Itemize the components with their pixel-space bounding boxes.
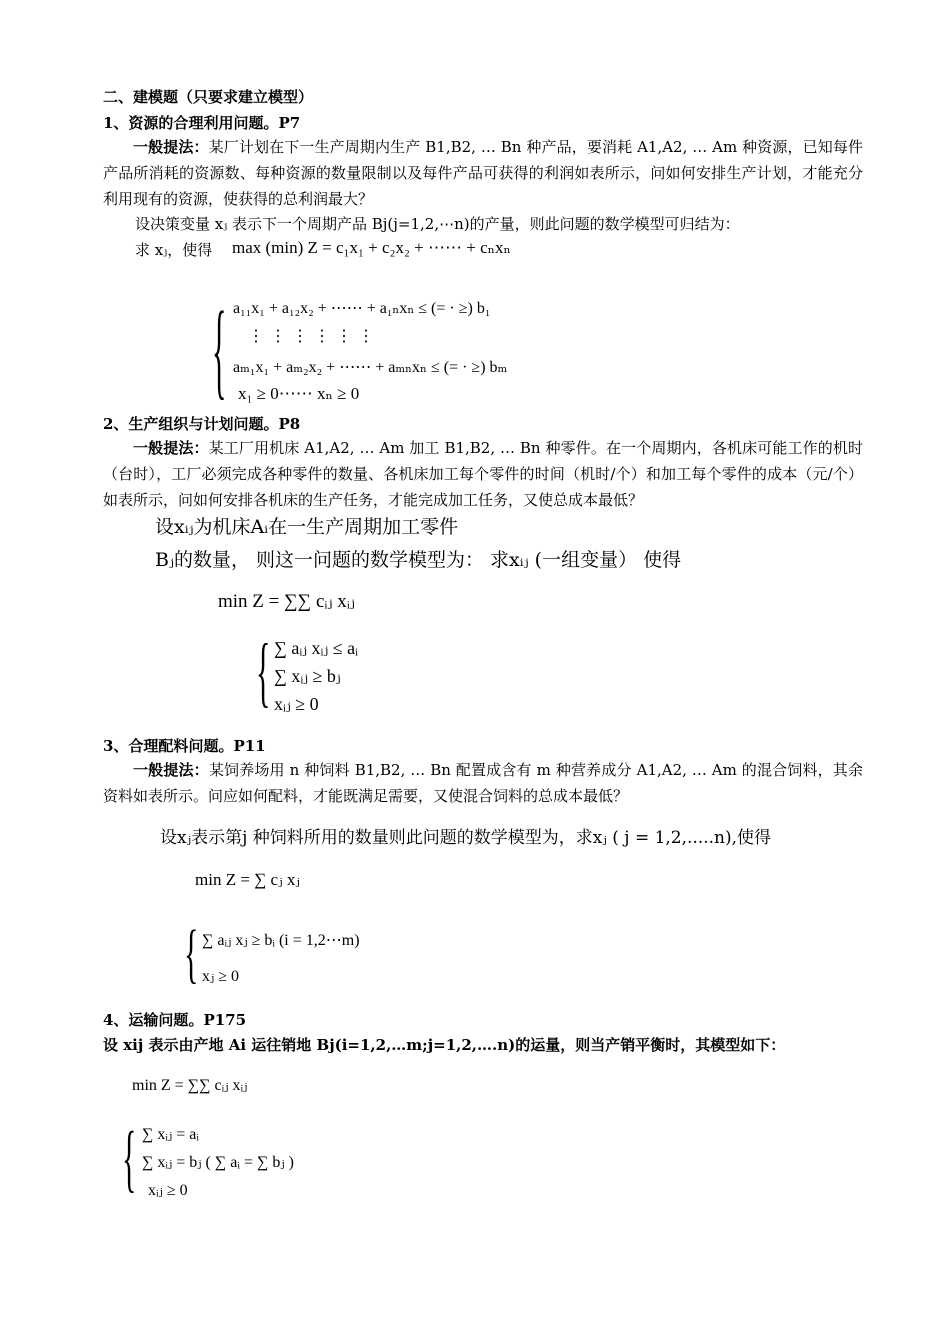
section-1-brace: { xyxy=(212,292,227,411)
page-title: 二、建模题（只要求建立模型） xyxy=(103,88,314,106)
section-4-nonneg: xᵢⱼ ≥ 0 xyxy=(148,1182,188,1199)
section-1-nonneg: x₁ ≥ 0⋯⋯ xₙ ≥ 0 xyxy=(238,384,360,403)
section-1-constraint-1: a₁₁x₁ + a₁₂x₂ + ⋯⋯ + a₁ₙxₙ ≤ (= · ≥) b₁ xyxy=(233,300,491,317)
section-3-variable-line: 设xⱼ表示第j 种饲料所用的数量则此问题的数学模型为，求xⱼ ( j = 1,2,.....n),使得 xyxy=(160,828,772,848)
section-3-label: 一般提法： xyxy=(133,761,209,779)
section-3-brace: { xyxy=(184,918,199,991)
section-4-heading: 4、运输问题。P175 xyxy=(103,1011,247,1029)
section-4-brace: { xyxy=(122,1118,137,1201)
section-3-constraint-1: ∑ aᵢⱼ xⱼ ≥ bᵢ (i = 1,2⋯m) xyxy=(202,932,360,949)
section-2-objective: min Z = ∑∑ cᵢⱼ xᵢⱼ xyxy=(218,591,355,612)
section-3-objective: min Z = ∑ cⱼ xⱼ xyxy=(195,870,300,889)
section-2-variable-line-2: Bⱼ的数量， 则这一问题的数学模型为： 求xᵢⱼ (一组变量） 使得 xyxy=(155,549,682,571)
section-1-paragraph xyxy=(103,134,863,212)
section-4-supply-constraint: ∑ xᵢⱼ = aᵢ xyxy=(142,1126,199,1143)
section-2-paragraph xyxy=(103,435,863,513)
section-2-variable-line-1: 设xᵢⱼ为机床Aᵢ在一生产周期加工零件 xyxy=(155,516,459,538)
section-3-text: 某饲养场用 n 种饲料 B1,B2, … Bn 配置成含有 m 种营养成分 A1,A2, … Am 的混合饲料，其余资料如表所示。问应如何配料，才能既满足需要，又使混合饲料的总成本最低？ xyxy=(103,761,863,805)
section-1-label: 一般提法： xyxy=(133,138,209,156)
section-2-constraint-1: ∑ aᵢⱼ xᵢⱼ ≤ aᵢ xyxy=(274,638,359,658)
section-1-objective: max (min) Z = c₁x₁ + c₂x₂ + ⋯⋯ + cₙxₙ xyxy=(232,238,511,257)
section-1-text: 某厂计划在下一生产周期内生产 B1,B2, … Bn 种产品，要消耗 A1,A2, … Am 种资源，已知每件产品所消耗的资源数、每种资源的数量限制以及每件产品可获得的利润如表所示，问如何安排生产计划，才能充分利用现有的资源，使获得的总利润最大？ xyxy=(103,138,863,208)
section-3-heading: 3、合理配料问题。P11 xyxy=(103,737,266,755)
section-4-demand-constraint: ∑ xᵢⱼ = bⱼ ( ∑ aᵢ = ∑ bⱼ ) xyxy=(142,1154,294,1171)
section-2-brace: { xyxy=(256,630,271,716)
section-1-variable-line: 设决策变量 xⱼ 表示下一个周期产品 Bj(j=1,2,⋯n)的产量，则此问题的数学模型可归结为： xyxy=(135,215,740,233)
section-1-constraint-dots: ⋮ ⋮ ⋮ ⋮ ⋮ ⋮ xyxy=(248,328,375,345)
section-3-paragraph xyxy=(103,757,863,809)
section-2-constraint-2: ∑ xᵢⱼ ≥ bⱼ xyxy=(274,666,341,686)
section-2-text: 某工厂用机床 A1,A2, … Am 加工 B1,B2, … Bn 种零件。在一个周期内，各机床可能工作的机时（台时），工厂必须完成各种零件的数量、各机床加工每个零件的时间（机时/个）和加工每个零件的成本（元/个）如表所示，问如何安排各机床的生产任务，才能完成加工任务，又使总成本最低？ xyxy=(103,439,863,509)
section-2-label: 一般提法： xyxy=(133,439,209,457)
section-2-heading: 2、生产组织与计划问题。P8 xyxy=(103,415,301,433)
section-1-constraint-m: aₘ₁x₁ + aₘ₂x₂ + ⋯⋯ + aₘₙxₙ ≤ (= · ≥) bₘ xyxy=(233,359,508,376)
section-1-seek-line: 求 xⱼ，使得 xyxy=(135,241,213,259)
section-4-objective: min Z = ∑∑ cᵢⱼ xᵢⱼ xyxy=(132,1077,248,1094)
section-2-nonneg: xᵢⱼ ≥ 0 xyxy=(274,694,319,714)
section-1-heading: 1、资源的合理利用问题。P7 xyxy=(103,114,301,132)
section-3-nonneg: xⱼ ≥ 0 xyxy=(202,968,240,985)
section-4-variable-line: 设 xij 表示由产地 Ai 运往销地 Bj(i=1,2,…m;j=1,2,….n)的运量，则当产销平衡时，其模型如下： xyxy=(103,1036,786,1054)
